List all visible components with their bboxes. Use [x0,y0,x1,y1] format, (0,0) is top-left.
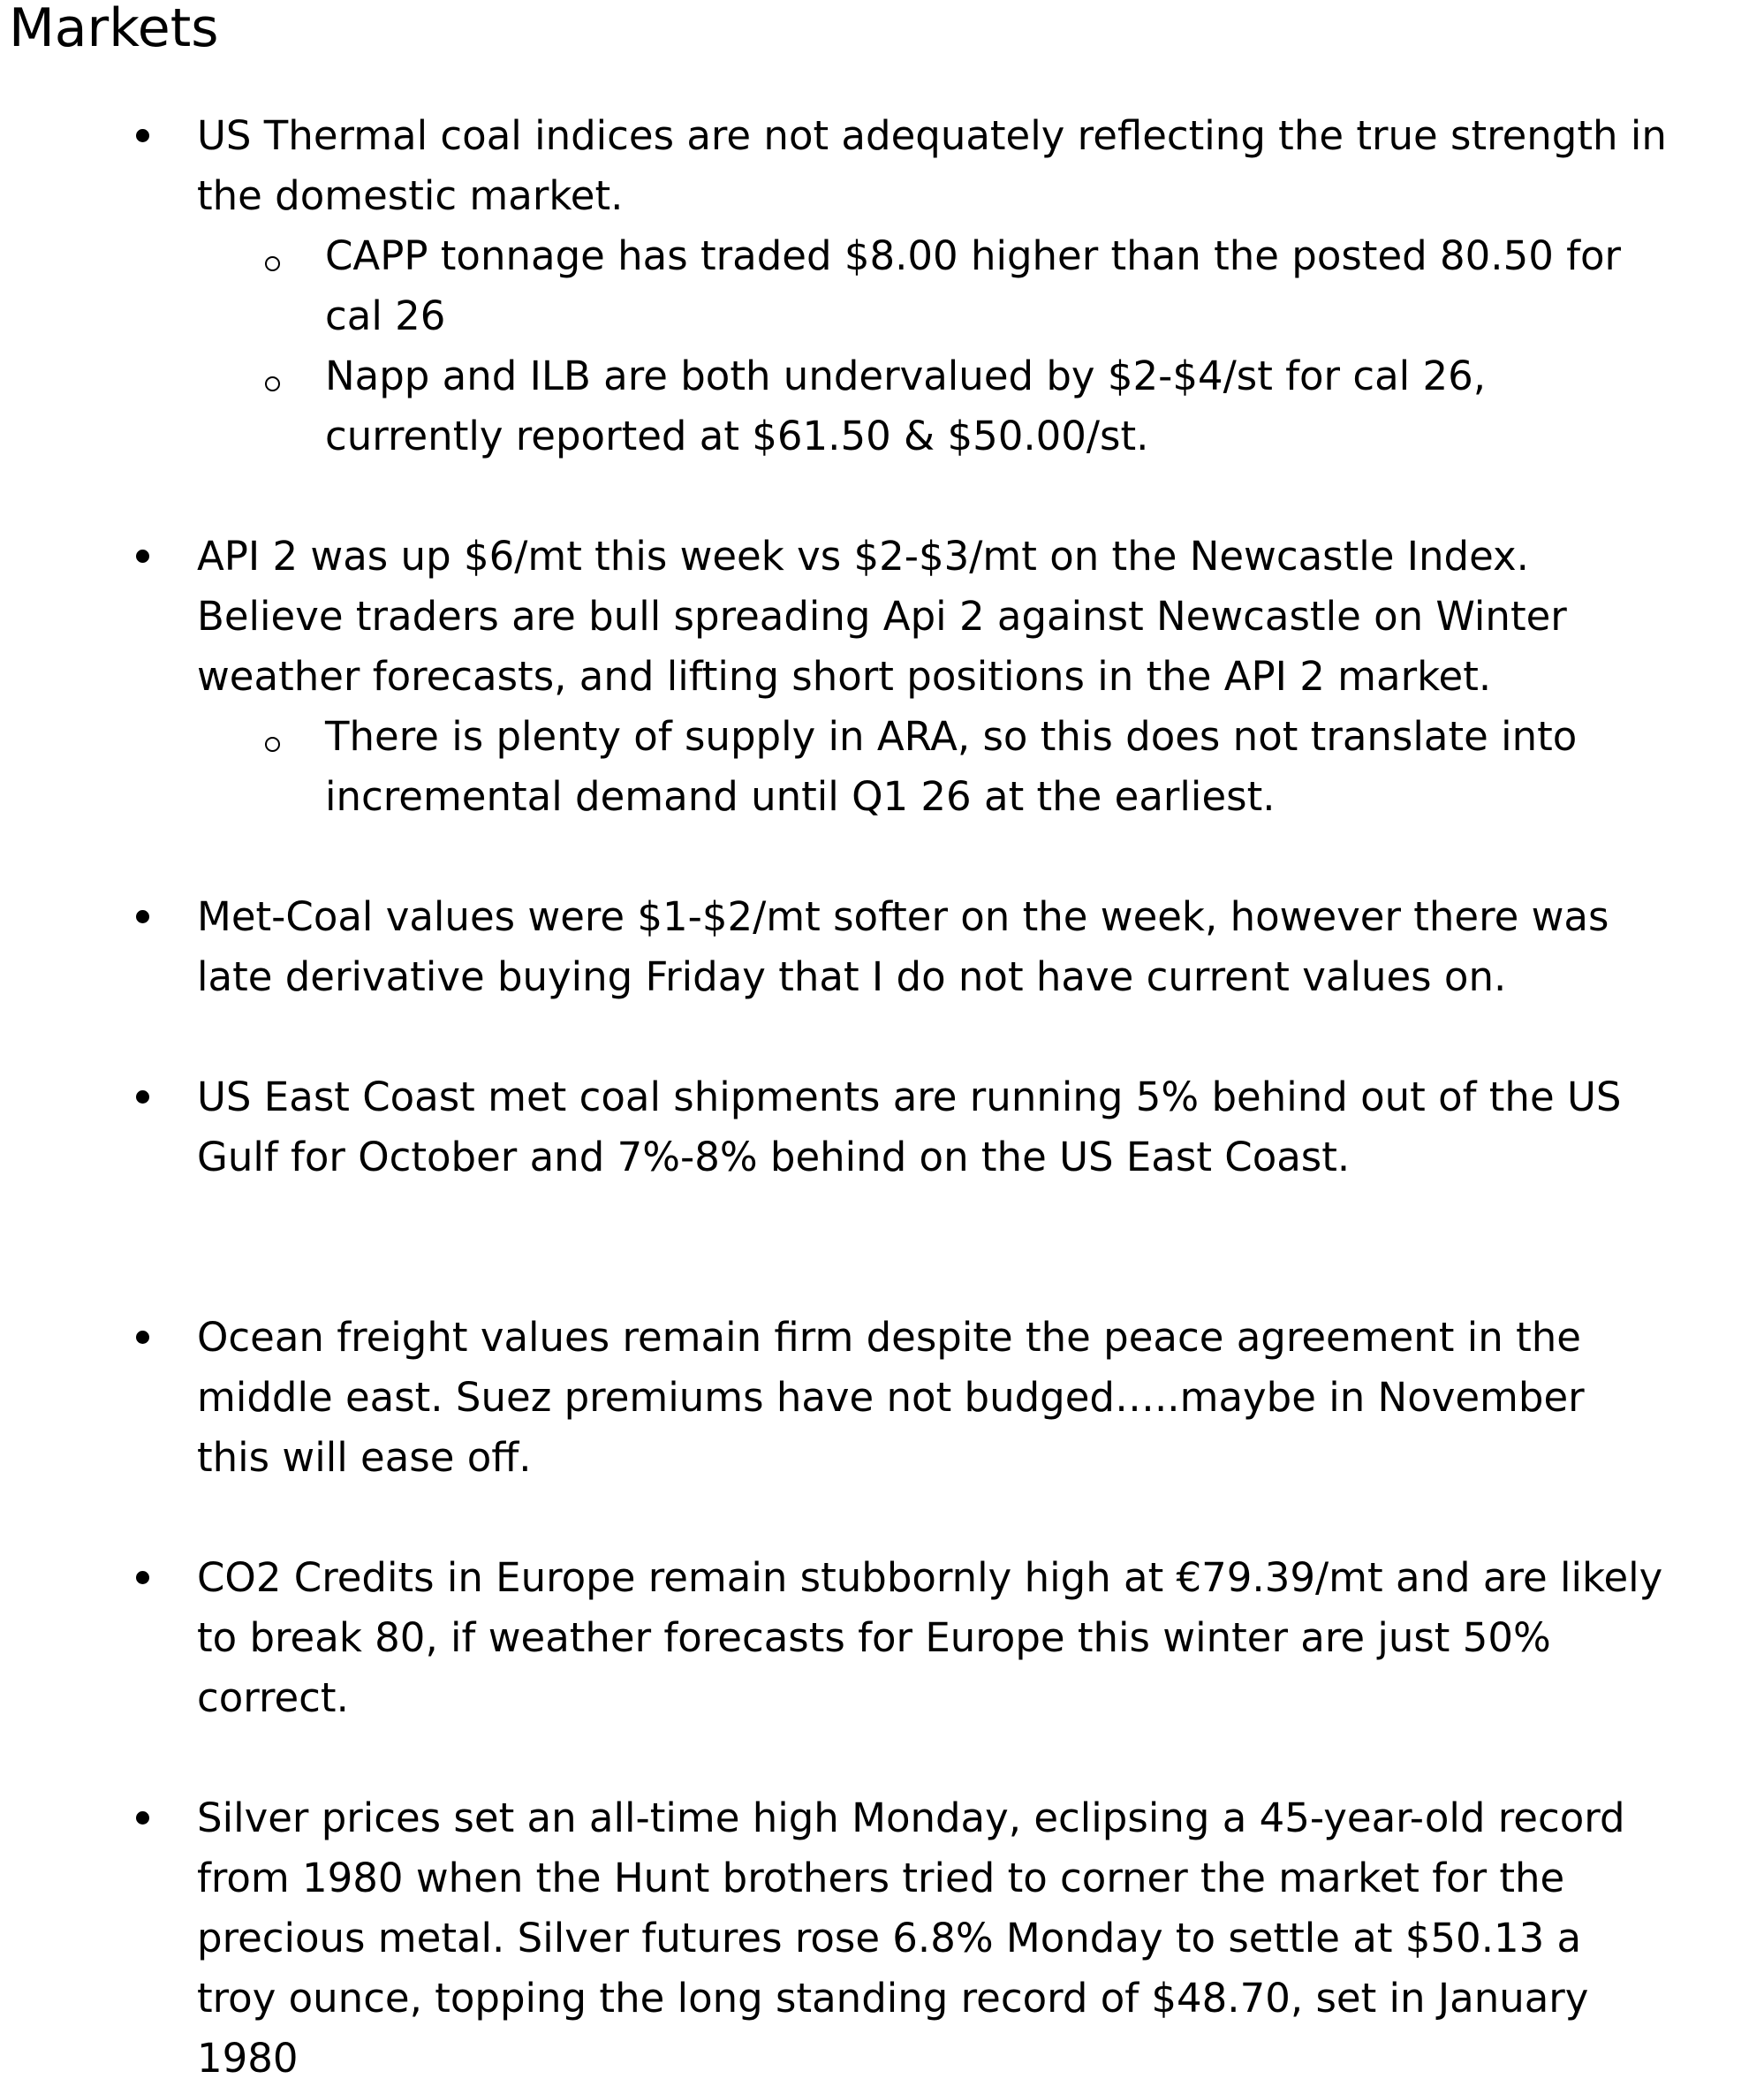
bullet-item [0,1788,1668,2089]
sub-bullet-item: CAPP tonnage has traded $8.00 higher than the posted 80.50 for cal 26 [197,226,1668,346]
bullet-item [0,106,1668,467]
bullet-item [0,527,1668,827]
bullet-text: Silver prices set an all-time high Monday, eclipsing a 45-year-old record from 1980 when the Hunt brothers tried to corner the market for the precious metal. Silver futures rose 6.8% Monday to settle at $50.13 a troy ounce, topping the long standing record of $48.70, set in January 1980 [197,1794,1625,2082]
bullet-text: US Thermal coal indices are not adequately reflecting the true strength in the domestic market. [197,112,1667,219]
sub-bullet-item: There is plenty of supply in ARA, so this does not translate into incremental demand until Q1 26 at the earliest. [197,707,1668,827]
page-title: Markets [9,0,219,59]
bullet-item [0,1308,1668,1488]
bullet-text: US East Coast met coal shipments are running 5% behind out of the US Gulf for October and 7%-8% behind on the US East Coast. [197,1074,1622,1180]
bullet-text: Ocean freight values remain firm despite the peace agreement in the middle east. Suez premiums have not budged…..maybe in November this will ease off. [197,1314,1585,1481]
bullet-item [0,887,1668,1007]
bullet-item [0,1067,1668,1187]
bullet-item [0,1548,1668,1728]
bullet-list [0,106,1764,2089]
bullet-text: API 2 was up $6/mt this week vs $2-$3/mt on the Newcastle Index. Believe traders are bull spreading Api 2 against Newcastle on Winter weather forecasts, and lifting short positions in the API 2 market. [197,533,1567,700]
bullet-text: CO2 Credits in Europe remain stubbornly high at €79.39/mt and are likely to break 80, if weather forecasts for Europe this winter are just 50% correct. [197,1554,1663,1721]
sub-bullet-list [197,707,1668,827]
bullet-text: Met-Coal values were $1-$2/mt softer on the week, however there was late derivative buying Friday that I do not have current values on. [197,893,1609,1000]
sub-bullet-item: Napp and ILB are both undervalued by $2-$4/st for cal 26, currently reported at $61.50 & $50.00/st. [197,346,1668,467]
sub-bullet-list [197,226,1668,467]
